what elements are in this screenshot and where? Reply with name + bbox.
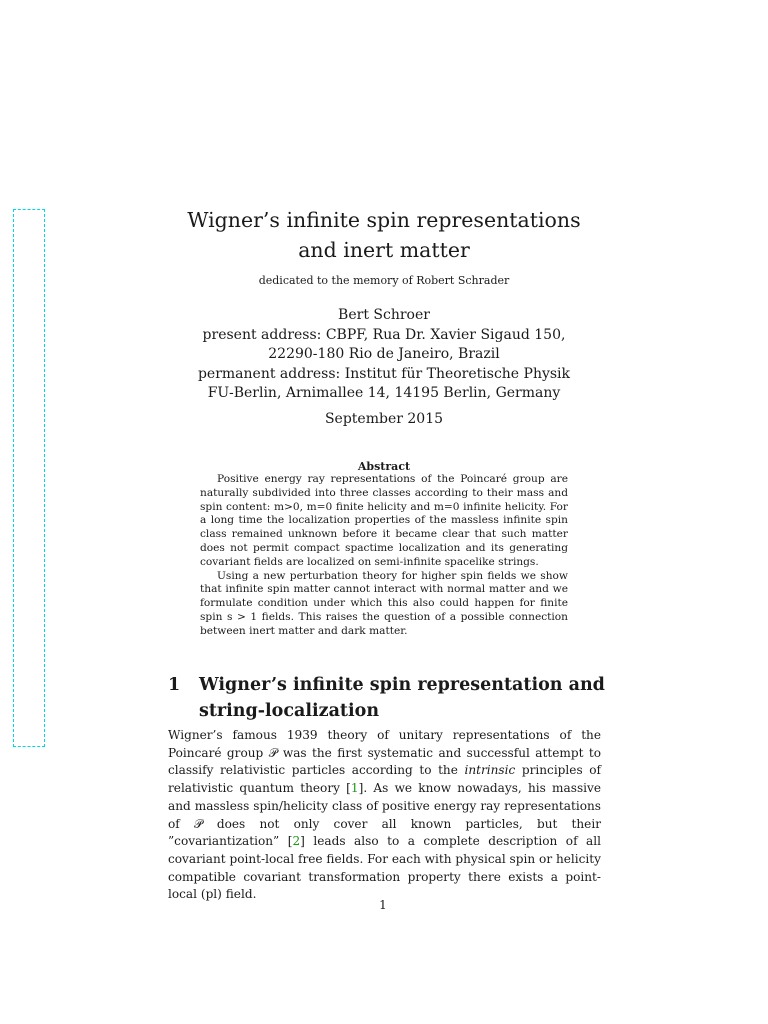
body-text-span: was the first systematic and successful attempt to classify relativistic particles according to the [168,745,601,778]
body-paragraph [168,727,601,904]
body-text-span: ]. As we know nowadays, his massive and massless spin/helicity class of positive energy ray representations of [168,781,602,831]
section-body [168,727,601,904]
body-text-span: Wigner’s famous 1939 theory of unitary representations of the Poincaré group [168,728,601,760]
permanent-address-line-2: FU-Berlin, Arnimallee 14, 14195 Berlin, Germany [207,385,561,401]
section-number: 1 [168,675,181,695]
abstract-body [200,473,568,639]
author-name: Bert Schroer [338,307,430,323]
permanent-address-line-1: permanent address: Institut für Theoretische Physik [197,365,571,382]
paper-title: Wigner’s infinite spin representations and inert matter [187,208,581,262]
abstract-heading: Abstract [357,460,411,473]
arxiv-stamp-frame [13,209,45,747]
body-text-span: ] leads also to a complete description of all covariant point-local free fields. For each with physical spin or helicity compatible covariant transformation property there exists a point-local (pl) field. [168,834,601,902]
citation-link[interactable]: 1 [350,781,359,796]
present-address-line-1: present address: CBPF, Rua Dr. Xavier Sigaud 150, [202,326,566,343]
poincare-group-symbol: 𝒫 [193,816,203,831]
present-address-line-2: 22290-180 Rio de Janeiro, Brazil [268,346,500,362]
paper-date: September 2015 [324,411,444,427]
body-text-span: does not only cover all known particles, but their ”covariantization” [ [168,816,601,849]
citation-link[interactable]: 2 [292,834,301,849]
dedication: dedicated to the memory of Robert Schrader [258,274,510,287]
emphasis-intrinsic: intrinsic [464,763,516,778]
poincare-group-symbol: 𝒫 [268,745,278,760]
body-text-span: principles of relativistic quantum theory [ [168,763,601,796]
abstract-paragraph: Positive energy ray representations of the Poincaré group are naturally subdivided into three classes according to their mass and spin content: m>0, m=0 finite helicity and m=0 infinite helicity. For a long time the localization properties of the massless infinite spin class remained unknown before it became clear that such matter does not permit compact spactime localization and its generating covariant fields are localized on semi-infinite spacelike strings. [200,473,568,568]
page-number: 1 [379,898,387,912]
author-block [168,306,600,404]
abstract-paragraph: Using a new perturbation theory for higher spin fields we show that infinite spin matter cannot interact with normal matter and we formulate condition under which this also could happen for finite spin s > 1 fields. This raises the question of a possible connection between inert matter and dark matter. [200,569,568,637]
section-title: Wigner’s infinite spin representation and string-localization [199,675,605,721]
